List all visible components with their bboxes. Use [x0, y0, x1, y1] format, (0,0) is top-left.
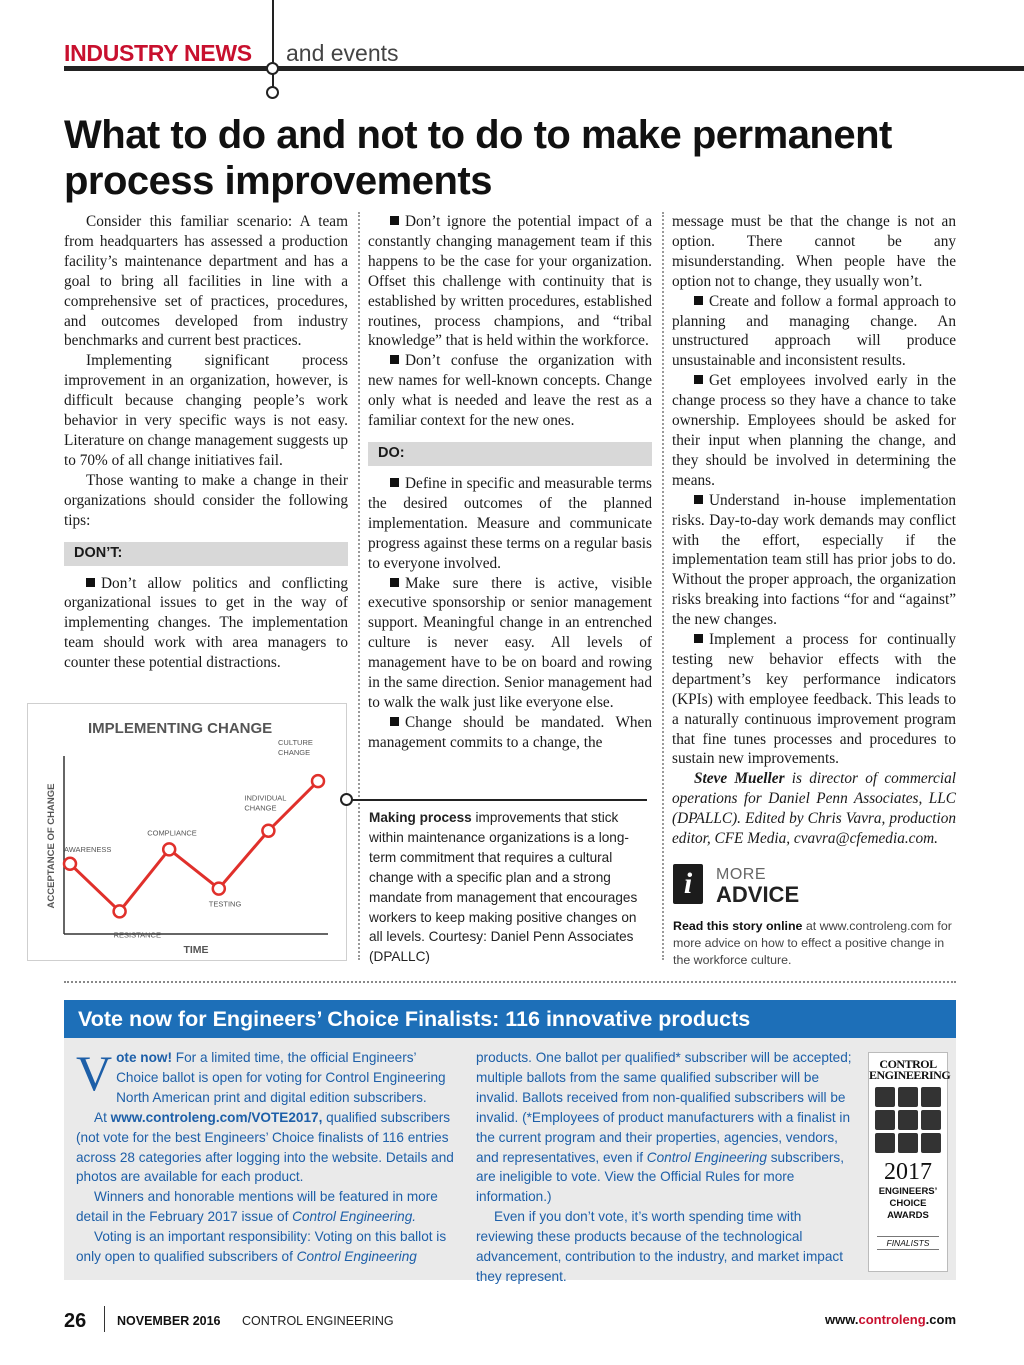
point-label: COMPLIANCE [147, 828, 197, 838]
data-point [114, 905, 126, 917]
network-icon [898, 1133, 918, 1153]
dont-heading: DON’T: [64, 542, 348, 566]
figure-caption: Making process improvements that stick within maintenance organizations is a long-term commitment that requires a cultural change with a specific plan and a strong mandate from management that encourages workers to keep making positive changes on all levels. Courtesy: Daniel Penn Associates (DPALLC) [369, 810, 638, 965]
paragraph: message must be that the change is not an option. There cannot be any misunderstanding. When people have the option not to change, they usually won’t. [672, 213, 956, 290]
do-tip: Define in specific and measurable terms the desired outcomes of the planned implementation. Measure and communicate progress against these terms on a regular basis to everyone involved. [368, 474, 652, 572]
section-divider [64, 981, 956, 983]
data-point [213, 883, 225, 895]
bullet-icon [390, 355, 399, 364]
article-title: What to do and not to do to make permanent process improvements [64, 113, 892, 203]
author-name: Steve Mueller [694, 770, 785, 788]
chip-icon [921, 1110, 941, 1130]
do-tip: Make sure there is active, visible executive sponsorship or senior management support. Meaningful change in an entrenched culture is never easy. All levels of management have to be on board and rowing in the same direction. Senior management had to walk the walk just like everyone else. [368, 574, 652, 711]
trophy-icon [898, 1110, 918, 1130]
drop-cap: V [76, 1045, 113, 1101]
info-icon: i [673, 864, 703, 904]
section-sublabel: and events [286, 40, 399, 66]
do-heading: DO: [368, 442, 652, 466]
vote-link[interactable]: www.controleng.com/VOTE2017, [110, 1109, 323, 1125]
bullet-icon [694, 495, 703, 504]
vote-paragraph: Winners and honorable mentions will be featured in more detail in the February 2017 issue of Control Engineering. [76, 1189, 438, 1225]
column-divider [662, 212, 664, 960]
award-year: 2017 [884, 1159, 932, 1185]
bullet-icon [694, 296, 703, 305]
dont-tip: Don’t confuse the organization with new names for well-known concepts. Change only what is needed and leave the rest as a familiar context for the new ones. [368, 352, 652, 430]
paragraph: Implementing significant process improvement in an organization, however, is difficult because changing people’s work behavior in very specific ways is not easy. Literature on change management suggests up to 70% of all change initiatives fail. [64, 352, 348, 469]
vote-paragraph: Even if you don’t vote, it’s worth spending time with reviewing these products because of the technological advancement, contribution to the industry, and market impact they represent. [476, 1209, 843, 1284]
author-byline: Steve Mueller is director of commercial operations for Daniel Penn Associates, LLC (DPALLC). Edited by Chris Vavra, production editor, CFE Media, cvavra@cfemedia.com. [672, 770, 957, 848]
more-label: MORE [716, 866, 766, 883]
footer-separator [104, 1306, 105, 1332]
do-tip: Create and follow a formal approach to planning and managing change. An unstructured approach will produce unsustainable and inconsistent results. [672, 292, 956, 370]
article-column-3 [672, 212, 956, 849]
caption-rule [343, 799, 647, 801]
do-tip: Change should be mandated. When management commits to a change, the [368, 713, 652, 751]
point-label: CULTURE CHANGE [278, 738, 313, 758]
robot-icon [898, 1087, 918, 1107]
bullet-icon [694, 634, 703, 643]
bullet-icon [694, 375, 703, 384]
drive-icon [921, 1087, 941, 1107]
point-label: RESISTANCE [113, 930, 161, 940]
dont-tip: Don’t allow politics and conflicting organizational issues to get in the way of implementing changes. The implementation team should work with area managers to counter these potential distractions. [64, 574, 348, 672]
data-point [64, 858, 76, 870]
disc-icon [875, 1133, 895, 1153]
data-point [312, 775, 324, 787]
section-label: INDUSTRY NEWS [64, 40, 252, 66]
award-icon-grid [875, 1087, 941, 1153]
data-point [163, 843, 175, 855]
article-column-2 [368, 212, 652, 753]
bullet-icon [86, 578, 95, 587]
vote-banner: Vote now for Engineers’ Choice Finalists: 116 innovative products [64, 1000, 956, 1038]
y-axis-label: ACCEPTANCE OF CHANGE [46, 783, 57, 909]
control-engineering-logo: CONTROL ENGINEERING [869, 1057, 951, 1082]
award-title: ENGINEERS’ CHOICE AWARDS [878, 1186, 938, 1221]
website-link[interactable]: www.controleng.com [825, 1312, 956, 1327]
tool-icon [921, 1133, 941, 1153]
vote-paragraph: At www.controleng.com/VOTE2017, qualified subscribers (not vote for the best Engineers’ Choice finalists of 116 entries across 28 categories after logging into the website. Details and photos are available for each product. [76, 1109, 454, 1185]
vote-column-1 [76, 1045, 454, 1267]
vote-paragraph: Vote now! For a limited time, the official Engineers’ Choice ballot is open for voting for Control Engineering North American print and digital edition subscribers. [76, 1045, 446, 1105]
point-label: AWARENESS [64, 844, 112, 854]
bullet-icon [390, 216, 399, 225]
implementing-change-chart [27, 703, 347, 961]
header-divider-line [272, 0, 274, 92]
magazine-name: CONTROL ENGINEERING [242, 1314, 394, 1328]
advice-label: ADVICE [716, 882, 800, 907]
bullet-icon [390, 717, 399, 726]
caption-rule-ornament [340, 793, 353, 806]
vote-paragraph: products. One ballot per qualified* subscriber will be accepted; multiple ballots from the same qualified subscriber will be invalid. Ballots received from non-qualified subscribers will be invalid. (*Employees of product manufacturers with a finalist in the current program and their properties, agencies, vendors, and representatives, even if Control Engineering subscribers, are ineligible to vote. View the Official Rules for more information.) [476, 1050, 852, 1205]
header-line-ornament [266, 86, 279, 99]
engineers-choice-award-badge [868, 1052, 951, 1272]
point-label: TESTING [208, 899, 242, 909]
bullet-icon [390, 478, 399, 487]
vote-column-2 [476, 1048, 860, 1287]
vote-paragraph: Voting is an important responsibility: Voting on this ballot is only open to qualified subscribers of Control Engineering [76, 1229, 447, 1265]
article-column-1 [64, 212, 348, 673]
bullet-icon [390, 578, 399, 587]
column-divider [358, 212, 360, 960]
header-rule-ornament [266, 62, 279, 75]
data-point [262, 825, 274, 837]
do-tip: Implement a process for continually testing new behavior effects with the department’s key performance indicators (KPIs) with employee feedback. This leads to a naturally continuous improvement program that fine tunes processes and procedures to sustain new improvements. [672, 631, 956, 768]
do-tip: Understand in-house implementation risks. Day-to-day work demands may conflict with the effort, especially if the implementation team still has prior jobs to do. Without the proper approach, the organization risks breaking into factions “for and “against” the new changes. [672, 491, 956, 629]
do-tip: Get employees involved early in the change process so they have a chance to take ownership. Employees should be asked for their input when planning the change, and they should be involved in determining the means. [672, 372, 956, 489]
chart-title: IMPLEMENTING CHANGE [88, 720, 273, 737]
header-rule [64, 66, 1024, 71]
point-label: INDIVIDUAL CHANGE [244, 793, 287, 813]
paragraph: Those wanting to make a change in their organizations should consider the following tips: [64, 471, 348, 529]
dont-tip: Don’t ignore the potential impact of a constantly changing management team if this happens to be the case for your organization. Offset this challenge with continuity that is established by written procedures, established routines, process champions, and “tribal knowledge” that is held within the workforce. [368, 213, 652, 350]
page-number: 26 [64, 1310, 87, 1332]
finalists-label: FINALISTS [877, 1236, 939, 1250]
gear-icon [875, 1087, 895, 1107]
paragraph: Consider this familiar scenario: A team from headquarters has assessed a production facility’s maintenance department and has a goal to bring all facilities in line with a comprehensive set of practices, procedures, and outcomes developed from industry benchmarks and current best practices. [64, 213, 348, 350]
read-online-note[interactable]: Read this story online at www.controleng.com for more advice on how to effect a positive change in the workforce culture. [673, 919, 952, 967]
x-axis-label: TIME [183, 944, 209, 956]
issue-date: NOVEMBER 2016 [117, 1314, 221, 1328]
sensor-icon [875, 1110, 895, 1130]
chart-svg [28, 704, 348, 962]
